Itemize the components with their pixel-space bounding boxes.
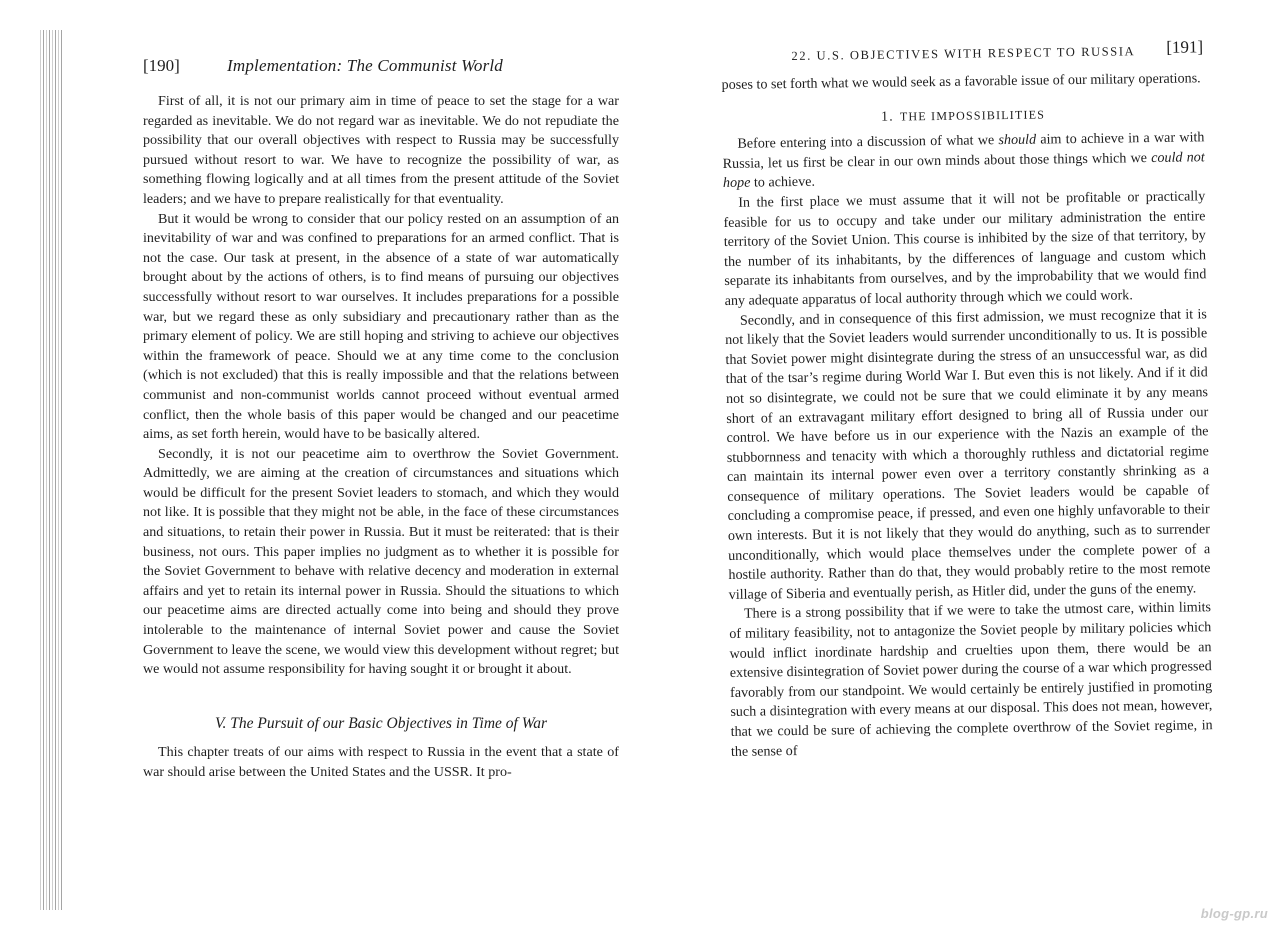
emphasis-text: should	[998, 131, 1037, 149]
left-page-number: [190]	[143, 56, 180, 75]
subsection-heading	[722, 103, 1204, 129]
paragraph: This chapter treats of our aims with respect to Russia in the event that a state of war should arise between the United States and the USSR. It pro-	[143, 744, 619, 780]
right-page-number: [191]	[1166, 37, 1204, 57]
paragraph: Secondly, and in consequence of this first admission, we must recognize that it is not likely that the Soviet leaders would surrender unconditionally to us. It is possible that Soviet power might disintegrate during the stress of an unsuccessful war, as did that of the tsar’s regime during World War I. But even this is not likely. And if it did not so disintegrate, we could not be sure that we could eliminate it by any means short of an extravagant military effort designed to bring all of Russia under our control. We have before us in our experience with the Nazis an example of the stubbornness and tenacity with which a thoroughly ruthless and dictatorial regime can maintain its internal power even over a territory constantly shrinking as a consequence of military operations. The Soviet leaders would be capable of concluding a compromise peace, if pressed, and even one highly unfavorable to their own interests. But it is not likely that they would do anything, such as to surrender unconditionally, which would place themselves under the complete power of a hostile authority. Rather than do that, they would probably retire to the most remote village of Siberia and eventually perish, as Hitler did, under the guns of the enemy.	[725, 305, 1211, 603]
left-page	[143, 52, 619, 783]
paragraph-continuation: poses to set forth what we would seek as a favorable issue of our military operations.	[721, 70, 1201, 93]
paragraph: Secondly, it is not our peacetime aim to overthrow the Soviet Government. Admittedly, we are aiming at the creation of circumstances and situations which would be difficult for the present Soviet leaders to stomach, and which they would not like. It is possible that they might not be able, in the face of these circumstances and situations, to retain their power in Russia. But it must be reiterated: that is their business, not ours. This paper implies no judgment as to whether it is possible for the Soviet Government to behave with relative decency and moderation in external affairs and yet to retain its internal power in Russia. Should the situations to which our peacetime aims are directed actually come into being and should they prove intolerable to the maintenance of internal Soviet power and cause the Soviet Government to leave the scene, we would view this development without regret; but we would not assume responsibility for having sought it or brought it about.	[143, 445, 619, 678]
right-running-title: 22. U.S. OBJECTIVES WITH RESPECT TO RUSSIA	[791, 44, 1136, 64]
section-heading: V. The Pursuit of our Basic Objectives in Time of War	[215, 714, 547, 732]
paragraph: First of all, it is not our primary aim in time of peace to set the stage for a war regarded as inevitable. We do not regard war as inevitable. We do not repudiate the possibility that our overall objectives with respect to Russia may be successfully pursued without resort to war. We have to recognize the possibility of war, as something flowing logically and at all times from the present attitude of the Soviet leaders; and we have to prepare realistically for that eventuality.	[143, 93, 619, 207]
right-page	[721, 33, 1213, 762]
subsection-title: THE IMPOSSIBILITIES	[899, 107, 1046, 124]
paragraph: In the first place we must assume that it will not be profitable or practically feasible for us to occupy and take under our military administration the entire territory of the Soviet Union. This course is inhibited by the size of that territory, by the number of its inhabitants, by the differences of language and custom which separate its inhabitants from ourselves, and by the improbability that we would find any adequate apparatus of local authority through which we could work.	[723, 188, 1207, 309]
left-page-header	[143, 52, 619, 78]
paragraph: But it would be wrong to consider that our policy rested on an assumption of an inevitability of war and was confined to preparations for an armed conflict. That is not the case. Our task at present, in the absence of a state of war automatically brought about by the actions of others, is to find means of pursuing our objectives successfully without resort to war ourselves. It includes preparations for a possible war, but we regard these as only subsidiary and precautionary rather than as the primary element of policy. We are still hoping and striving to achieve our objectives within the framework of peace. Should we at any time come to the conclusion (which is not excluded) that this is really impossible and that the relations between communist and non-communist worlds cannot proceed without eventual armed conflict, then the whole basis of this paper would be changed and our peacetime aims, as set forth herein, would have to be basically altered.	[143, 210, 619, 443]
book-gutter-scan-edge	[38, 30, 64, 910]
right-page-body	[722, 69, 1214, 762]
paragraph-text: to achieve.	[750, 174, 816, 191]
emphasis-text: could not hope	[722, 149, 1205, 192]
paragraph-text: aim to achieve in a war with Russia, let us first be clear in our own minds about those things which we	[722, 129, 1205, 172]
paragraph	[722, 128, 1205, 194]
right-page-header	[721, 33, 1203, 66]
paragraph-text: Before entering into a discussion of what we	[737, 132, 999, 152]
subsection-number: 1.	[880, 109, 895, 125]
left-page-body	[143, 92, 619, 783]
paragraph: There is a strong possibility that if we were to take the utmost care, within limits of military feasibility, not to antagonize the Soviet people by military policies which would inflict inordinate hardship and cruelties upon them, there would be an extensive disintegration of Soviet power during the course of a war which progressed favorably from our standpoint. We would certainly be entirely justified in promoting such a disintegration with every means at our disposal. This does not mean, however, that we could be sure of achieving the complete overthrow of the Soviet regime, in the sense of	[729, 599, 1213, 760]
site-watermark: blog-gp.ru	[1200, 906, 1268, 921]
left-running-title: Implementation: The Communist World	[227, 56, 504, 75]
